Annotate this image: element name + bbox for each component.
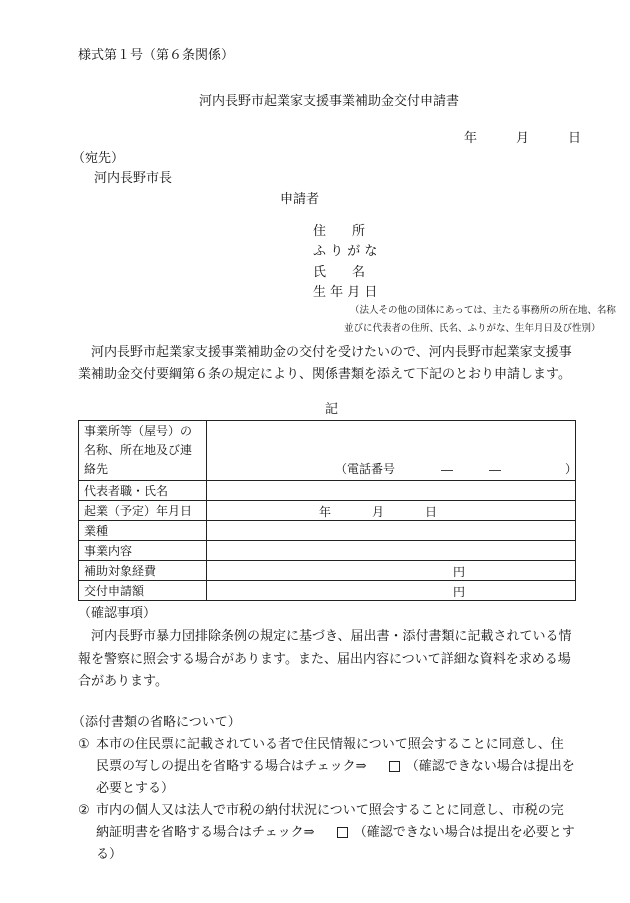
applicant-furigana-label: ふ り が な: [313, 244, 378, 259]
business-office-label-line3: 絡先: [84, 462, 109, 476]
business-office-label-line1: 事業所等（屋号）の: [84, 424, 193, 438]
body-text-line1: 河内長野市起業家支援事業補助金の交付を受けたいので、河内長野市起業家支援事: [78, 345, 572, 360]
applicant-note-line1: （法人その他の団体にあっては、主たる事務所の所在地、名称: [350, 305, 616, 316]
applicant-note-line2: 並びに代表者の住所、氏名、ふりがな、生年月日及び性別）: [344, 323, 601, 334]
date-year-label: 年: [464, 131, 478, 146]
start-month-label: 月: [372, 505, 385, 519]
table-row-representative: [79, 481, 576, 501]
omission-item2-line2-a: 納証明書を省略する場合はチェック⇒: [96, 825, 315, 840]
eligible-cost-field[interactable]: [207, 561, 576, 581]
phone-dash-1: ―: [441, 463, 453, 477]
grant-amount-unit: 円: [453, 585, 466, 599]
omission-item2-line2: [96, 824, 575, 841]
start-date-label: 起業（予定）年月日: [79, 501, 207, 521]
business-office-label: [79, 421, 207, 481]
omission-item2-line3: る）: [96, 847, 123, 862]
applicant-heading: 申請者: [280, 192, 320, 207]
form-number: 様式第１号（第６条関係）: [78, 48, 235, 63]
industry-label: 業種: [79, 521, 207, 541]
omission-item2-checkbox[interactable]: [337, 827, 348, 838]
representative-label: 代表者職・氏名: [79, 481, 207, 501]
form-title: 河内長野市起業家支援事業補助金交付申請書: [199, 94, 460, 109]
business-content-field[interactable]: [207, 541, 576, 561]
addressee-heading: （宛先）: [72, 151, 125, 166]
grant-amount-label: 交付申請額: [79, 581, 207, 601]
business-office-field[interactable]: [207, 421, 576, 481]
confirm-heading: （確認事項）: [78, 606, 157, 621]
omission-item2-number: ②: [78, 803, 90, 818]
table-row-industry: [79, 521, 576, 541]
applicant-birth-label: 生 年 月 日: [313, 285, 378, 300]
start-date-field[interactable]: [207, 501, 576, 521]
table-row-start-date: [79, 501, 576, 521]
application-table: [78, 420, 576, 601]
omission-item1-checkbox[interactable]: [389, 761, 400, 772]
confirm-line1: 河内長野市暴力団排除条例の規定に基づき、届出書・添付書類に記載されている情: [78, 629, 572, 644]
start-day-label: 日: [425, 505, 438, 519]
phone-dash-2: ―: [489, 463, 501, 477]
omission-item1-line2-a: 民票の写しの提出を省略する場合はチェック⇒: [96, 759, 367, 774]
omission-item1-line1: 本市の住民票に記載されている者で住民情報について照会することに同意し、住: [96, 737, 564, 752]
business-office-label-line2: 名称、所在地及び連: [84, 443, 193, 457]
omission-item2-line1: 市内の個人又は法人で市税の納付状況について照会することに同意し、市税の完: [96, 803, 564, 818]
date-month-label: 月: [516, 131, 530, 146]
omission-item1-line3: 必要とする）: [96, 781, 175, 796]
applicant-name-label: 氏 名: [313, 265, 366, 280]
phone-close: ）: [565, 462, 578, 476]
representative-field[interactable]: [207, 481, 576, 501]
omission-item1-number: ①: [78, 737, 90, 752]
industry-field[interactable]: [207, 521, 576, 541]
confirm-line3: 合があります。: [78, 674, 168, 689]
addressee-mayor: 河内長野市長: [94, 171, 173, 186]
table-row-business-content: [79, 541, 576, 561]
body-text-line2: 業補助金交付要綱第６条の規定により、関係書類を添えて下記のとおり申請します。: [78, 367, 571, 382]
table-row-eligible-cost: [79, 561, 576, 581]
eligible-cost-label: 補助対象経費: [79, 561, 207, 581]
omission-heading: （添付書類の省略について）: [72, 715, 241, 730]
table-row-grant-amount: [79, 581, 576, 601]
ki-heading: 記: [325, 402, 339, 417]
table-row-business-office: [79, 421, 576, 481]
eligible-cost-unit: 円: [453, 565, 466, 579]
confirm-line2: 報を警察に照会する場合があります。また、届出内容について詳細な資料を求める場: [78, 652, 571, 667]
grant-amount-field[interactable]: [207, 581, 576, 601]
applicant-address-label: 住 所: [313, 224, 366, 239]
omission-item1-line2-b: （確認できない場合は提出を: [405, 759, 575, 774]
phone-label: （電話番号: [335, 462, 396, 476]
start-year-label: 年: [319, 505, 332, 519]
date-day-label: 日: [568, 131, 582, 146]
omission-item2-line2-b: （確認できない場合は提出を必要とす: [353, 825, 575, 840]
omission-item1-line2: [96, 758, 575, 775]
business-content-label: 事業内容: [79, 541, 207, 561]
